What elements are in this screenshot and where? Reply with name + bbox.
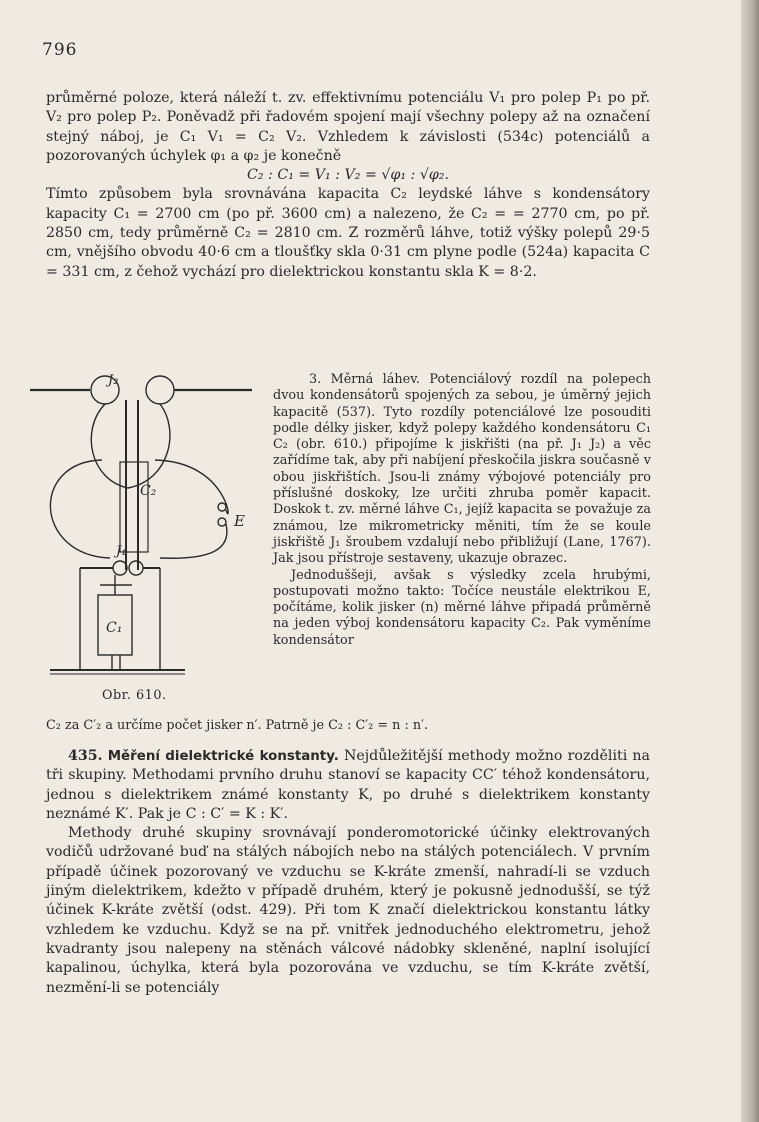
paragraph-3 [46, 747, 650, 824]
label-c1: C₁ [106, 620, 123, 636]
after-figure-line: C₂ za C′₂ a určíme počet jisker n′. Patrně je C₂ : C′₂ = n : n′. [46, 718, 429, 733]
book-binding-edge [741, 0, 759, 1122]
label-j1: J₁ [116, 544, 127, 559]
paragraph-3-text: Nejdůležitější methody možno rozděliti na tři skupiny. Methodami prvního druhu stanoví se kapacity CC′ téhož kondensátoru, jednou s dielektrikem známé konstanty K, po druhé s dielektrikem konstanty neznámé K′. Pak je C : C′ = K : K′. [46, 748, 650, 822]
paragraph-1: průměrné poloze, která náleží t. zv. effektivnímu potenciálu V₁ pro polep P₁ po př. V₂ pro polep P₂. Poněvadž při řadovém spojení mají všechny polepy až na označení stejný náboj, je C₁ V₁ = C₂ V₂. Vzhledem k závislosti (534c) potenciálů a pozorovaných úchylek φ₁ a φ₂ je konečně [46, 90, 650, 164]
lower-text-block [46, 747, 650, 998]
paragraph-4: Methody druhé skupiny srovnávají ponderomotorické účinky elektrovaných vodičů udržované buď na stálých nábojích nebo na stálých potenciálech. V prvním případě účinek pozorovaný ve vzduchu se K-kráte zmenší, nahradí-li se vzduch jiným dielektrikem, kdežto v případě druhém, který je pokusně jednodušší, se týž účinek K-kráte zvětší (odst. 429). Při tom K značí dielektrickou konstantu látky vzhledem ke vzduchu. Když se na př. vnitřek jednoduchého elektrometru, jehož kvadranty jsou nalepeny na stěnách válcové nádobky skleněné, naplní isolující kapalinou, úchylka, která byla pozorována ve vzduchu, se tím K-kráte zvětší, nezmění-li se potenciály [46, 825, 650, 996]
section-number: 435. [68, 748, 103, 764]
figure-caption: Obr. 610. [102, 688, 167, 703]
side-text-block [273, 372, 651, 649]
equation-capacity-ratio: C₂ : C₁ = V₁ : V₂ = √φ₁ : √φ₂. [247, 167, 449, 184]
paragraph-2: Tímto způsobem byla srovnávána kapacita C₂ leydské láhve s kondensátory kapacity C₁ = 2700 cm (po př. 3600 cm) a nalezeno, že C₂ = = 2770 cm, po př. 2850 cm, tedy průměrně C₂ = 2810 cm. Z rozměrů láhve, totiž výšky polepů 29·5 cm, vnějšího obvodu 40·6 cm a tloušťky skla 0·31 cm plyne podle (524a) kapacita C = 331 cm, z čehož vychází pro dielektrickou konstantu skla K = 8·2. [46, 186, 650, 280]
upper-text-block [46, 89, 650, 282]
label-c2: C₂ [140, 483, 157, 499]
label-j2: J₂ [108, 373, 119, 388]
page-number: 796 [42, 40, 78, 60]
label-e: E [234, 512, 245, 530]
section-title: Měření dielektrické konstanty. [107, 749, 339, 764]
side-paragraph-1: 3. Měrná láhev. Potenciálový rozdíl na polepech dvou kondensátorů spojených za sebou, je úměrný jejich kapacitě (537). Tyto rozdíly potenciálové lze posouditi podle délky jisker, když polepy každého kondensátoru C₁ C₂ (obr. 610.) připojíme k jiskřišti (na př. J₁ J₂) a věc zařídíme tak, aby při nabíjení přeskočila jiskra současně v obou jiskřištích. Jsou-li známy výbojové potenciály pro příslušné doskoky, lze určiti zhruba poměr kapacit. Doskok t. zv. měrné láhve C₁, jejíž kapacita se považuje za známou, lze mikrometricky měniti, tím že se koule jiskřiště J₁ šroubem vzdalují nebo přibližují (Lane, 1767). Jak jsou přístroje sestaveny, ukazuje obrazec. [273, 372, 651, 567]
side-paragraph-2: Jednoduššeji, avšak s výsledky zcela hrubými, postupovati možno takto: Točíce neustále elektrikou E, počítáme, kolik jisker (n) měrné láhve připadá průměrně na jeden výboj kondensátoru kapacity C₂. Pak vyměníme kondensátor [273, 567, 651, 648]
figure-610 [20, 370, 265, 703]
leyden-jar-apparatus-diagram [20, 370, 265, 700]
